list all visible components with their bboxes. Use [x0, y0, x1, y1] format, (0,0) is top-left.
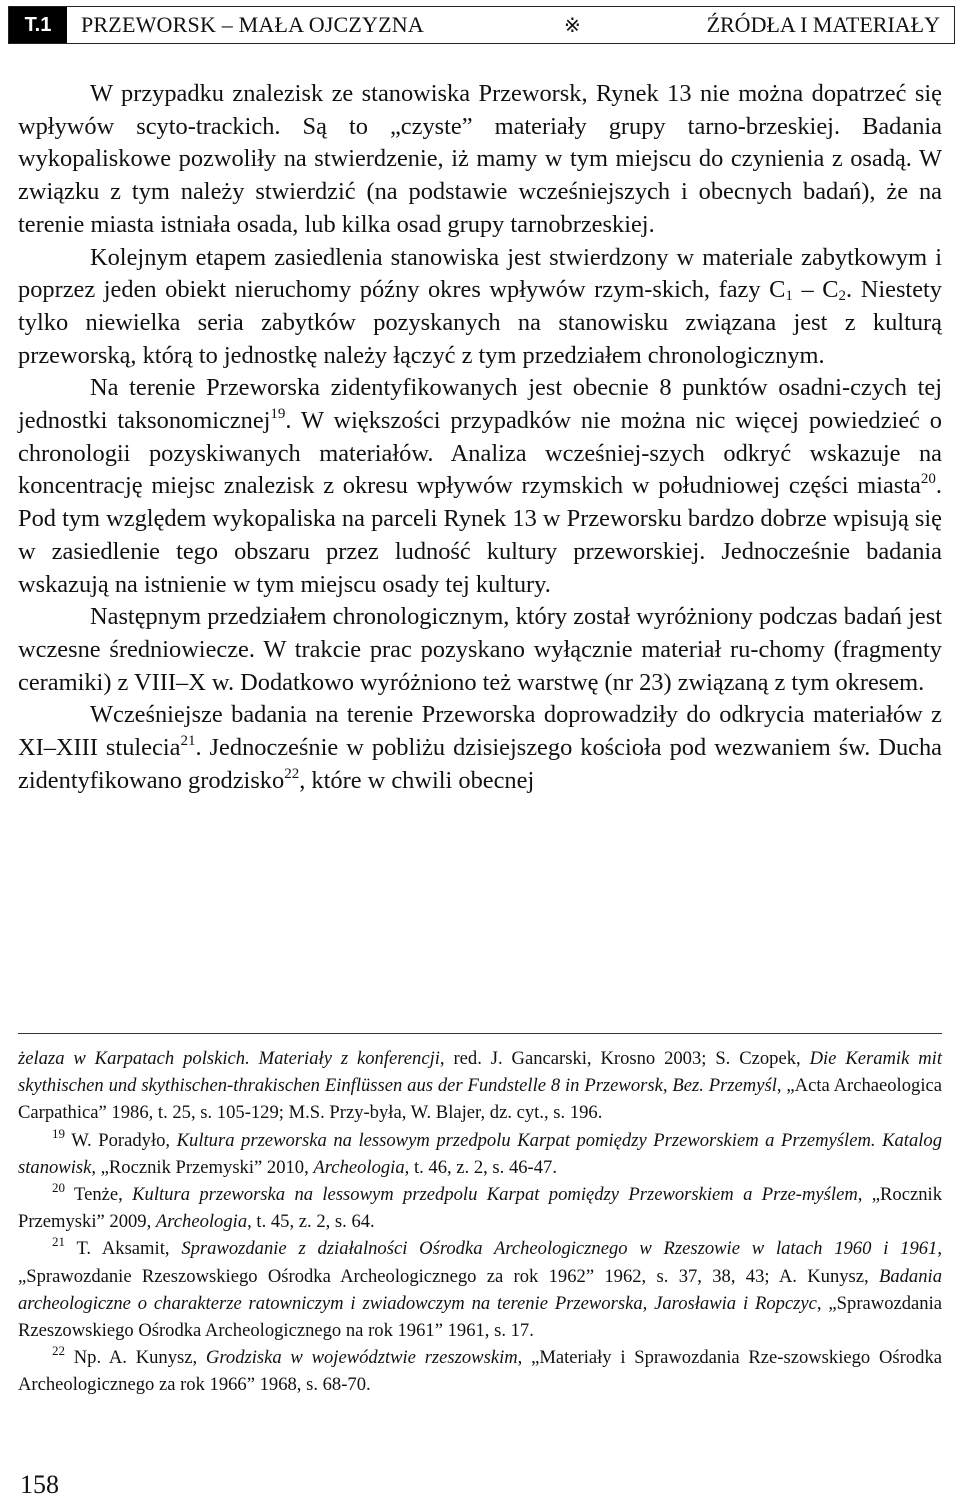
chapter-badge: T.1: [9, 7, 67, 43]
footnote-ref-19: 19: [270, 406, 286, 423]
footnote-21: $^{21}$ T. Aksamit, Sprawozdanie z działalności Ośrodka Archeologicznego w Rzeszowie w latach 1960 i 1961, „Sprawozdanie Rzeszowskiego Ośrodka Archeologicznego za rok 1962” 1962, s. 37, 38, 43; A. Kunysz, Badania archeologiczne o charakterze ratowniczym i zwiadowczym na terenie Przeworska, Jarosławia i Ropczyc, „Sprawozdania Rzeszowskiego Ośrodka Archeologicznego na rok 1961” 1961, s. 17.: [18, 1234, 943, 1342]
footnote-19: $^{19}$ W. Poradyło, Kultura przeworska na lessowym przedpolu Karpat pomiędzy Przeworskiem a Przemyślem. Katalog stanowisk, „Rocznik Przemyski” 2010, Archeologia, t. 46, z. 2, s. 46-47.: [18, 1125, 943, 1178]
footnote-22: $^{22}$ Np. A. Kunysz, Grodziska w województwie rzeszowskim, „Materiały i Sprawozdania Rze-szowskiego Ośrodka Archeologicznego za rok 1966” 1968, s. 68-70.: [18, 1343, 942, 1396]
paragraph-4: Następnym przedziałem chronologicznym, który został wyróżniony podczas badań jest wczesne średniowiecze. W trakcie prac pozyskano wyłącznie materiał ru-chomy (fragmenty ceramiki) z VIII–X w. Dodatkowo wyróżniono też warstwę (nr 23) związaną z tym okresem.: [18, 603, 942, 696]
paragraph-2: Kolejnym etapem zasiedlenia stanowiska jest stwierdzony w materiale zabytkowym i poprzez jeden obiekt nieruchomy późny okres wpływów rzym-skich, fazy $C_1 - C_2$. Niestety tylko niewielka seria zabytków pozyskanych na stanowisku związana jest z kulturą przeworską, którą to jednostkę należy łączyć z tym przedziałem chronologicznym.: [18, 243, 943, 369]
footnote-ref-20: 20: [920, 471, 936, 488]
footnote-divider: [18, 1033, 942, 1034]
footnote-ref-21: 21: [180, 733, 196, 750]
paragraph-1: W przypadku znalezisk ze stanowiska Przeworsk, Rynek 13 nie można dopatrzeć się wpływów scyto-trackich. Są to „czyste” materiały grupy tarno-brzeskiej. Badania wykopaliskowe pozwoliły na stwierdzenie, iż mamy w tym miejscu do czynienia z osadą. W związku z tym należy stwierdzić (na podstawie wcześniejszych i obecnych badań), że na terenie miasta istniała osada, lub kilka osad grupy tarnobrzeskiej.: [18, 80, 942, 238]
paragraph-5: Wcześniejsze badania na terenie Przeworska doprowadziły do odkrycia materiałów z XI–XIII stulecia$^{21}$. Jednocześnie w pobliżu dzisiejszego kościoła pod wezwaniem św. Ducha zidentyfikowano grodzisko$^{22}$, które w chwili obecnej: [18, 701, 942, 794]
footnote-ref-22: 22: [284, 765, 300, 782]
subscript: 2: [838, 288, 847, 305]
footnotes: [18, 1045, 942, 1399]
footnote-continued: żelaza w Karpatach polskich. Materiały z konferencji, red. J. Gancarski, Krosno 2003; S. Czopek, Die Keramik mit skythischen und skythischen-thrakischen Einflüssen aus der Fundstelle 8 in Przeworsk, Bez. Przemyśl, „Acta Archaeologica Carpathica” 1986, t. 25, s. 105-129; M.S. Przy-była, W. Blajer, dz. cyt., s. 196.: [18, 1048, 943, 1124]
header-title: PRZEWORSK – MAŁA OJCZYZNA: [81, 12, 424, 37]
header-ornament-icon: ※: [564, 15, 581, 37]
body-text: [18, 78, 942, 797]
paragraph-3: Na terenie Przeworska zidentyfikowanych jest obecnie 8 punktów osadni-czych tej jednostki taksonomicznej$^{19}$. W większości przypadków nie można nic więcej powiedzieć o chronologii pozyskiwanych materiałów. Analiza wcześniej-szych odkryć wskazuje na koncentrację miejsc znalezisk z okresu wpływów rzymskich w południowej części miasta$^{20}$. Pod tym względem wykopaliska na parceli Rynek 13 w Przeworsku bardzo dobrze wpisują się w zasiedlenie tego obszaru przez ludność kultury przeworskiej. Jednocześnie badania wskazują na istnienie w tym miejscu osady tej kultury.: [18, 374, 942, 598]
page-number: 158: [20, 1470, 59, 1499]
subscript: 1: [785, 288, 793, 305]
header-section: ŹRÓDŁA I MATERIAŁY: [706, 12, 940, 37]
footnote-20: $^{20}$ Tenże, Kultura przeworska na lessowym przedpolu Karpat pomiędzy Przeworskiem a Prze-myślem, „Rocznik Przemyski” 2009, Archeologia, t. 45, z. 2, s. 64.: [18, 1180, 942, 1233]
running-header: [8, 6, 955, 44]
